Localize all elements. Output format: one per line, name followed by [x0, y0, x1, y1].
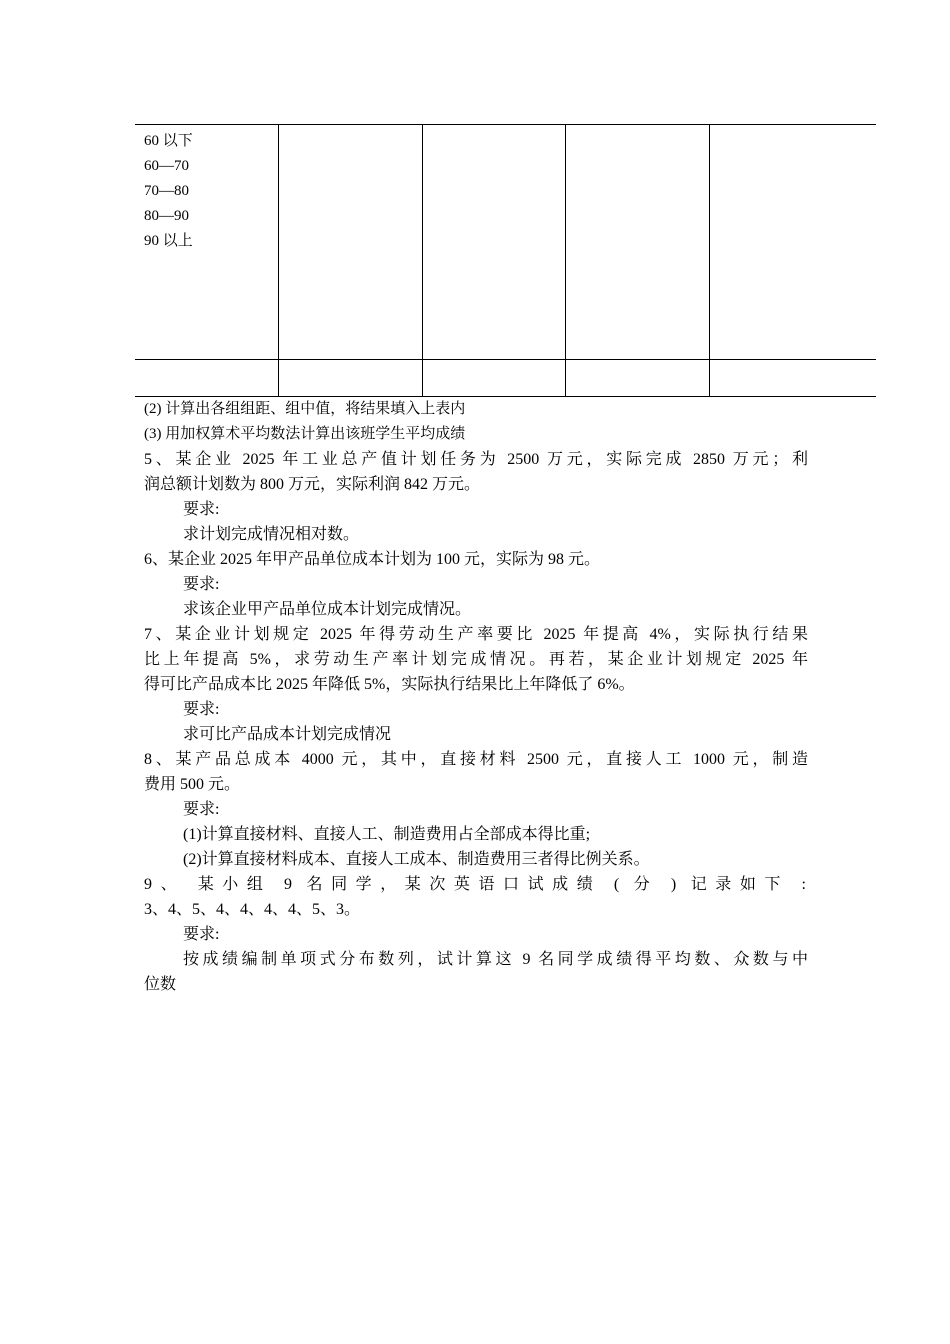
requirement-label: 要求: — [183, 576, 220, 593]
score-group-label: 80—90 — [144, 208, 189, 224]
table-column-divider — [565, 124, 566, 397]
score-group-label: 90 以上 — [144, 233, 193, 249]
requirement-text: (1)计算直接材料、直接人工、制造费用占全部成本得比重; — [183, 826, 591, 843]
question-9-line: 3、4、5、4、4、4、4、5、3。 — [144, 901, 361, 918]
question-3: (3) 用加权算术平均数法计算出该班学生平均成绩 — [144, 426, 466, 442]
question-6-line: 6、某企业 2025 年甲产品单位成本计划为 100 元，实际为 98 元。 — [144, 551, 601, 568]
exercise-text — [144, 397, 808, 997]
question-7-line: 比上年提高 5%，求劳动生产率计划完成情况。再若，某企业计划规定 2025 年 — [144, 651, 808, 668]
question-9-line: 9、 某小组 9 名同学，某次英语口试成绩 ( 分 ) 记录如下 : — [144, 876, 808, 893]
score-group-label: 60 以下 — [144, 133, 193, 149]
table-top-border — [135, 124, 876, 125]
requirement-label: 要求: — [183, 801, 220, 818]
score-group-table — [135, 124, 876, 397]
question-2: (2) 计算出各组组距、组中值，将结果填入上表内 — [144, 401, 466, 417]
score-group-list — [144, 129, 193, 254]
score-group-label: 60—70 — [144, 158, 189, 174]
requirement-text: 求可比产品成本计划完成情况 — [183, 726, 392, 743]
table-column-divider — [278, 124, 279, 397]
requirement-label: 要求: — [183, 926, 220, 943]
question-5-line: 5、某企业 2025 年工业总产值计划任务为 2500 万元，实际完成 2850 万元；利 — [144, 451, 808, 468]
question-7-line: 7、某企业计划规定 2025 年得劳动生产率要比 2025 年提高 4%，实际执行结果 — [144, 626, 808, 643]
score-group-label: 70—80 — [144, 183, 189, 199]
requirement-label: 要求: — [183, 501, 220, 518]
question-5-line: 润总额计划数为 800 万元，实际利润 842 万元。 — [144, 476, 481, 493]
requirement-label: 要求: — [183, 701, 220, 718]
question-7-line: 得可比产品成本比 2025 年降低 5%，实际执行结果比上年降低了 6%。 — [144, 676, 635, 693]
table-row-divider — [135, 359, 876, 360]
requirement-text: 按成绩编制单项式分布数列，试计算这 9 名同学成绩得平均数、众数与中 — [183, 951, 808, 968]
question-8-line: 费用 500 元。 — [144, 776, 241, 793]
table-column-divider — [709, 124, 710, 397]
requirement-text: (2)计算直接材料成本、直接人工成本、制造费用三者得比例关系。 — [183, 851, 650, 868]
requirement-text: 求计划完成情况相对数。 — [183, 526, 360, 543]
table-column-divider — [422, 124, 423, 397]
requirement-text: 位数 — [144, 976, 177, 993]
requirement-text: 求该企业甲产品单位成本计划完成情况。 — [183, 601, 472, 618]
question-8-line: 8、某产品总成本 4000 元，其中，直接材料 2500 元，直接人工 1000 元，制造 — [144, 751, 808, 768]
